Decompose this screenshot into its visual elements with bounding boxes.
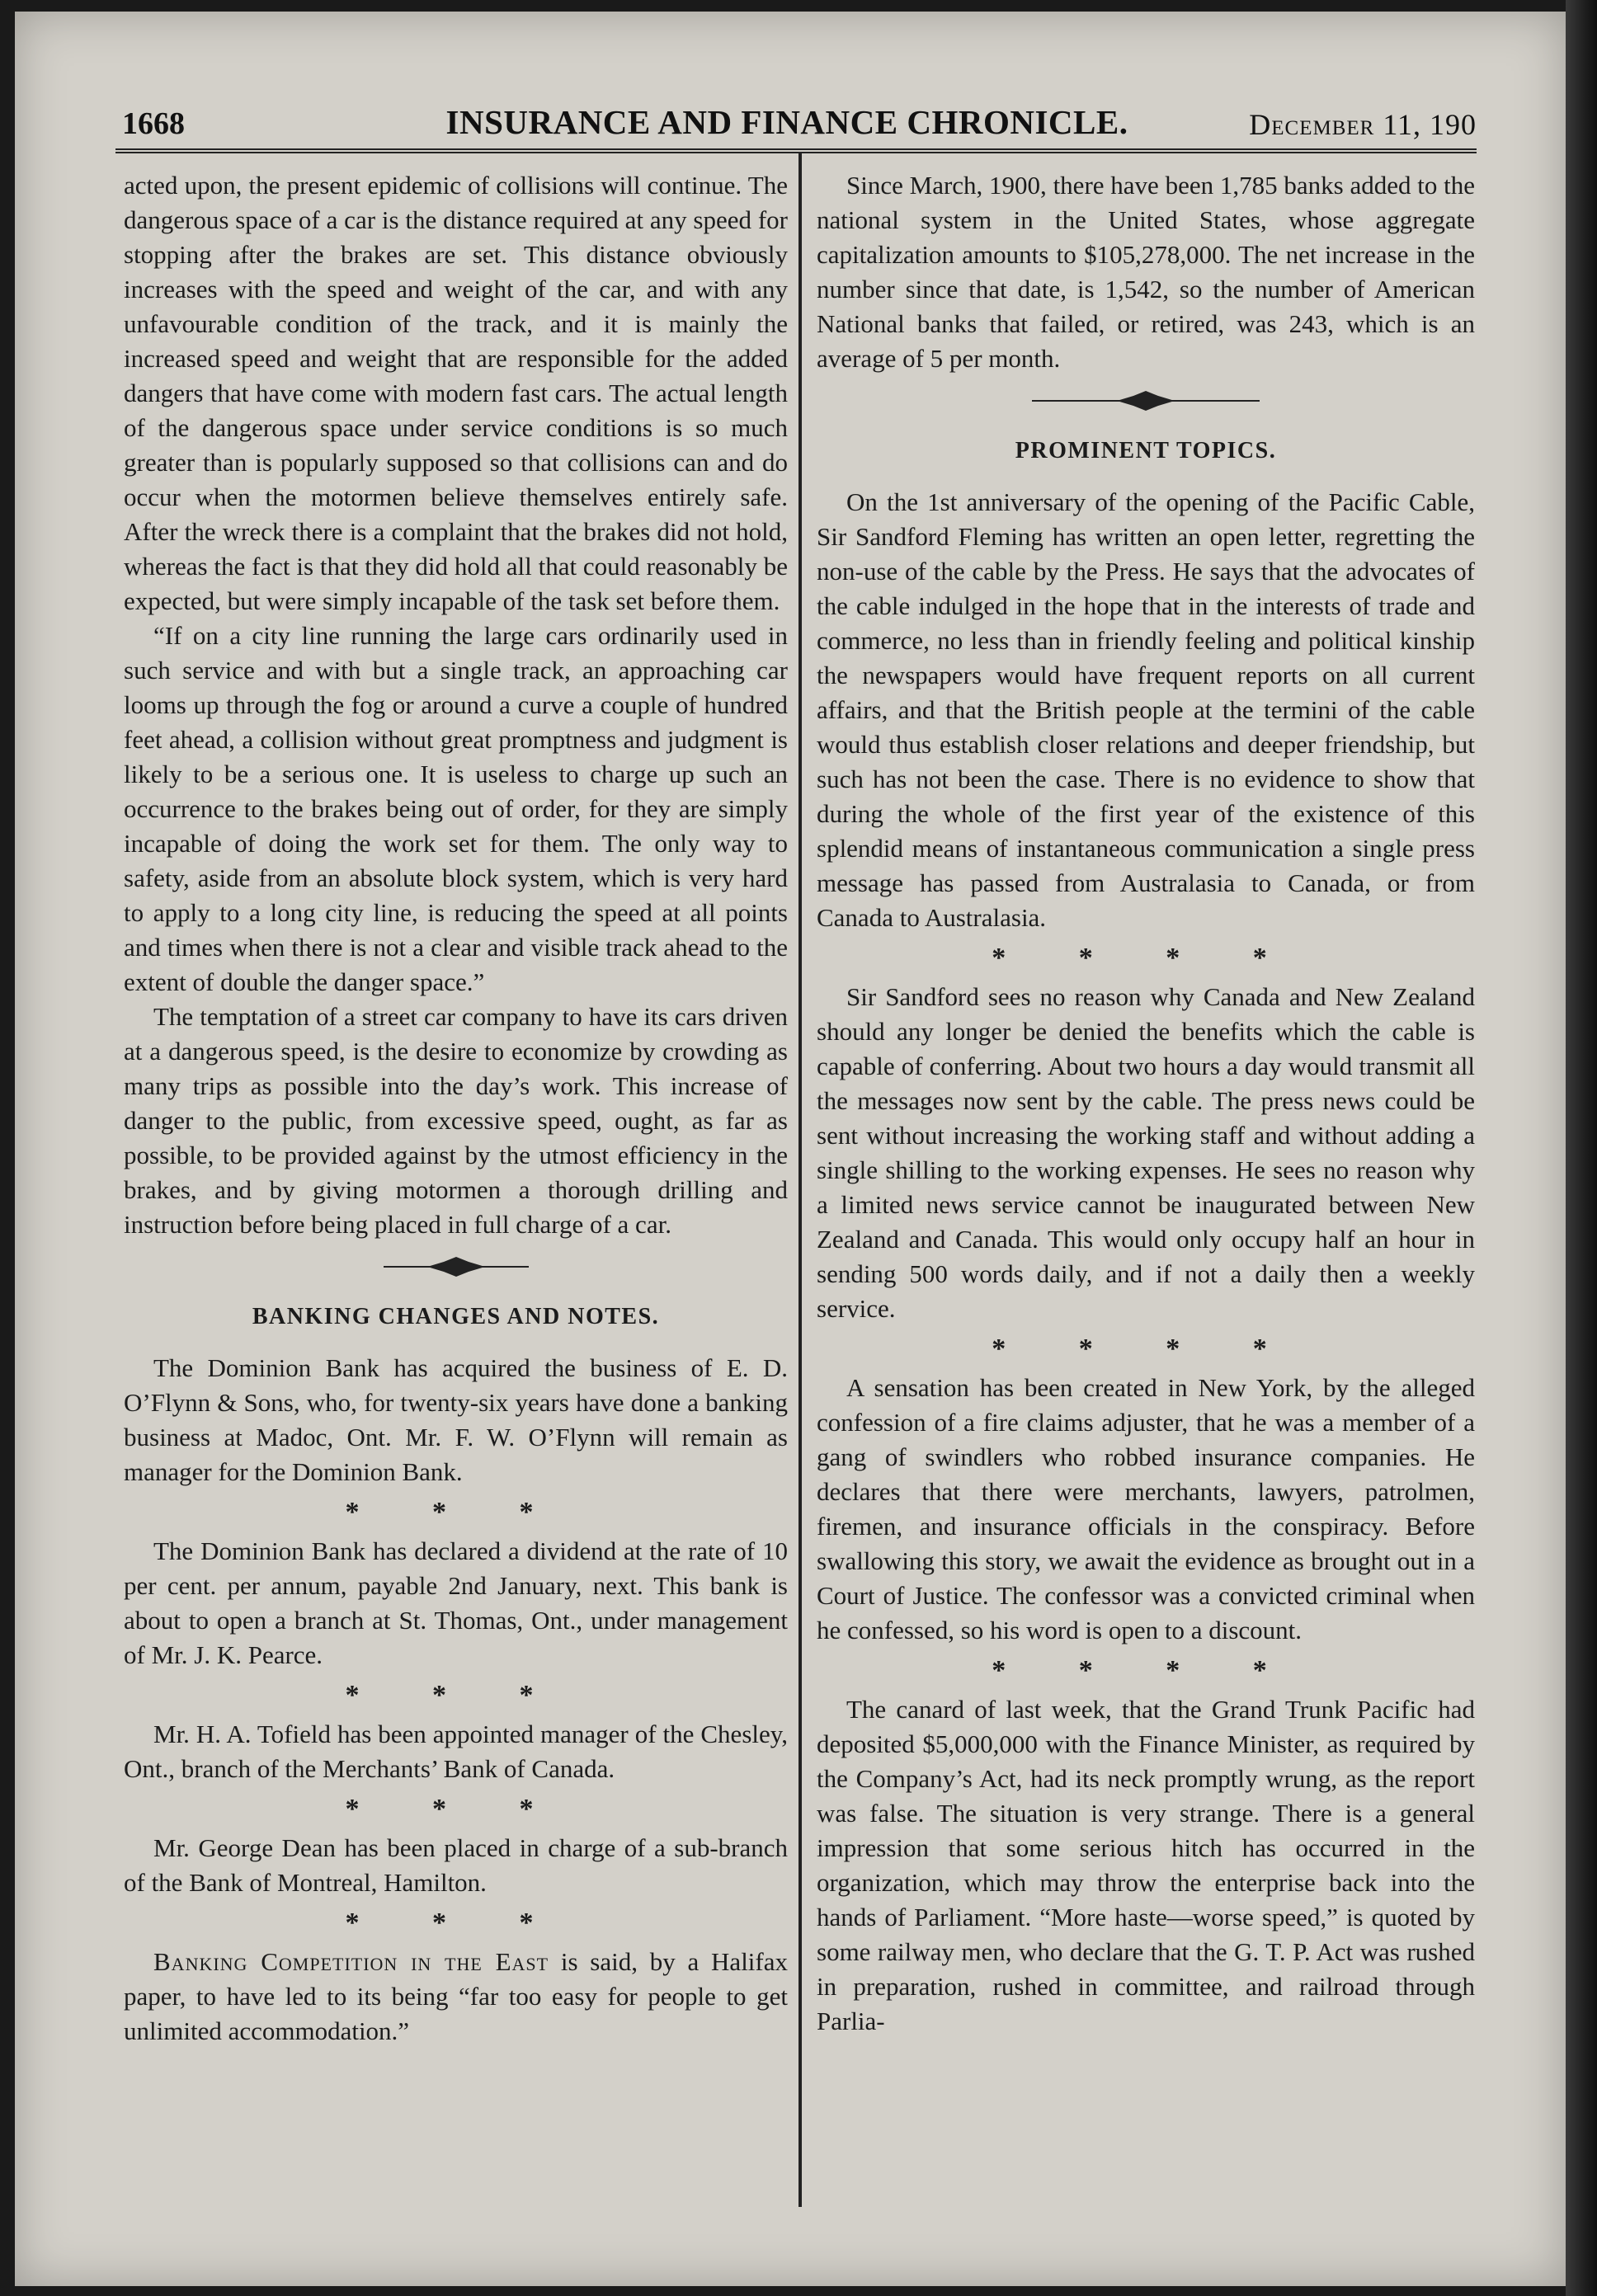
separator-stars: * * * — [345, 1794, 567, 1824]
page-header — [97, 99, 1477, 148]
banking-competition-text: is said, by a Halifax paper, to have led to its being “far too easy for people to get unlimited accommodation.” — [124, 1947, 788, 2045]
header-rule — [115, 148, 1477, 153]
right-column — [817, 168, 1475, 2039]
banking-note: Mr. George Dean has been placed in charge of a sub-branch of the Bank of Montreal, Hamilton. — [124, 1833, 788, 1897]
article-paragraph: Since March, 1900, there have been 1,785 banks added to the national system in the United States, whose aggregate capitalization amounts to $105,278,000. The net increase in the number since that date, is 1,542, so the number of American National banks that failed, or retired, was 243, which is an average of 5 per month. — [817, 171, 1475, 373]
topic-paragraph: Sir Sandford sees no reason why Canada and New Zealand should any longer be denied the benefits which the cable is capable of conferring. About two hours a day would transmit all the messages now sent by the cable. The press news could be sent without increasing the working staff and without adding a single shilling to the working expenses. He sees no reason why a limited news service cannot be inaugurated between New Zealand and Canada. This would only occupy half an hour in sending 500 words daily, and if not a daily then a weekly service. — [817, 982, 1475, 1323]
ornament-divider — [124, 1250, 788, 1288]
topic-paragraph: A sensation has been created in New York, by the alleged confession of a fire claims adjuster, that he was a member of a gang of swindlers who robbed insurance companies. He declares that there were merchants, lawyers, patrolmen, firemen, and insurance officials in the conspiracy. Before swallowing this story, we await the evidence as brought out in a Court of Justice. The confessor was a convicted criminal when he confessed, so his word is open to a discount. — [817, 1373, 1475, 1644]
separator-stars: * * * — [345, 1908, 567, 1938]
banking-note — [124, 1945, 788, 2049]
article-paragraph: “If on a city line running the large cars ordinarily used in such service and with but a single track, an approaching car looms up through the fog or around a curve a couple of hundred feet ahead, a collision without great promptness and judgment is likely to be a serious one. It is useless to charge up such an occurrence to the brakes being out of order, for they are simply incapable of doing the work set for them. The only way to safety, aside from an absolute block system, which is very hard to apply to a long city line, is reducing the speed at all points and times when there is not a clear and visible track ahead to the extent of double the danger space.” — [124, 621, 788, 996]
page-number: 1668 — [122, 106, 185, 141]
section-heading-banking: BANKING CHANGES AND NOTES. — [252, 1304, 660, 1329]
ornament-rule-icon — [1030, 384, 1261, 417]
separator-stars: * * * * — [992, 943, 1300, 973]
topic-paragraph: The canard of last week, that the Grand Trunk Pacific had deposited $5,000,000 with the Finance Minister, as required by the Company’s Act, had its neck promptly wrung, as the report was false. The situation is very strange. There is a general impression that some serious hitch has occurred in the organization, which may throw the enterprise back into the hands of Parliament. “More haste—worse speed,” is quoted by some railway men, who declare that the G. T. P. Act was rushed in preparation, rushed in committee, and railroad through Parlia- — [817, 1695, 1475, 2035]
article-paragraph: The temptation of a street car company to have its cars driven at a dangerous speed, is the desire to economize by crowding as many trips as possible into the day’s work. This increase of danger to the public, from excessive speed, ought, as far as possible, to be provided against by the utmost efficiency in the brakes, and by giving motormen a thorough drilling and instruction before being placed in full charge of a car. — [124, 1002, 788, 1239]
column-divider — [798, 153, 802, 2207]
topic-paragraph: On the 1st anniversary of the opening of the Pacific Cable, Sir Sandford Fleming has written an open letter, regretting the non-use of the cable by the Press. He says that the advocates of the cable indulged in the hope that in the interests of trade and commerce, no less than in friendly feeling and political kinship the newspapers would have frequent reports on all current affairs, and that the British people at the termini of the cable would thus establish closer relations and deeper friendship, but such has not been the case. There is no evidence to show that during the whole of the first year of the existence of this splendid means of instantaneous communication a single press message has passed from Australasia to Canada, or from Canada to Australasia. — [817, 487, 1475, 932]
banking-note: Mr. H. A. Tofield has been appointed manager of the Chesley, Ont., branch of the Merchants’ Bank of Canada. — [124, 1720, 788, 1783]
separator-stars: * * * — [345, 1497, 567, 1527]
page-binding-edge — [1566, 0, 1597, 2296]
banking-competition-lead: Banking Competition in the East — [153, 1947, 549, 1976]
banking-note: The Dominion Bank has declared a dividend at the rate of 10 per cent. per annum, payable 2nd January, next. This bank is about to open a branch at St. Thomas, Ont., under management of Mr. J. K. Pearce. — [124, 1536, 788, 1669]
section-heading-topics: PROMINENT TOPICS. — [1015, 438, 1277, 463]
issue-date: December 11, 190 — [1249, 108, 1477, 141]
left-column — [124, 168, 788, 2049]
article-paragraph: acted upon, the present epidemic of collisions will continue. The dangerous space of a car is the distance required at any speed for stopping after the brakes are set. This distance obviously increases with the speed and weight of the car, and with any unfavourable condition of the track, and it is mainly the increased speed and weight that are responsible for the added dangers that have come with modern fast cars. The actual length of the dangerous space under service conditions is so much greater than is popularly supposed so that collisions can and do occur when the motormen believe themselves entirely safe. After the wreck there is a complaint that the brakes did not hold, whereas the fact is that they did hold all that could reasonably be expected, but were simply incapable of the task set before them. — [124, 171, 788, 615]
ornament-rule-icon — [382, 1250, 530, 1283]
separator-stars: * * * * — [992, 1655, 1300, 1686]
journal-title: INSURANCE AND FINANCE CHRONICLE. — [445, 103, 1128, 141]
separator-stars: * * * * — [992, 1334, 1300, 1364]
separator-stars: * * * — [345, 1680, 567, 1710]
ornament-divider — [817, 384, 1475, 422]
banking-note: The Dominion Bank has acquired the business of E. D. O’Flynn & Sons, who, for twenty-six years have done a banking business at Madoc, Ont. Mr. F. W. O’Flynn will remain as manager for the Dominion Bank. — [124, 1353, 788, 1486]
